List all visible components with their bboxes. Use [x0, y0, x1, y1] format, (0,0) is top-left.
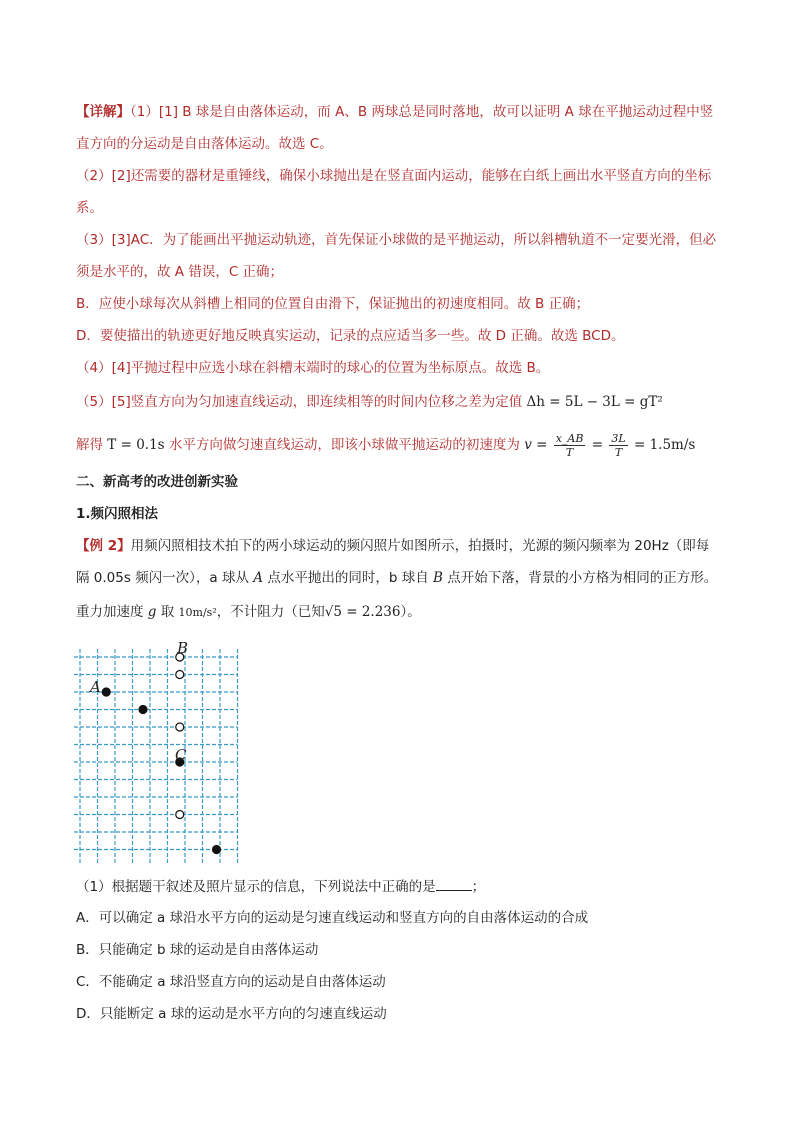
- fraction-denominator: T: [565, 445, 574, 459]
- formula-delta-h: Δh = 5L − 3L = gT²: [526, 394, 663, 410]
- solution-text: （3）[3]AC．为了能画出平抛运动轨迹，首先保证小球做的是平抛运动，所以斜槽轨道不一定要光滑，但必: [76, 232, 717, 248]
- example-text: ）。: [400, 604, 421, 620]
- ball-a-position: [102, 688, 110, 696]
- question-stem: [76, 876, 485, 897]
- option-d: D．只能断定 a 球的运动是水平方向的匀速直线运动: [76, 1006, 387, 1022]
- example-line-2: [76, 568, 717, 588]
- fraction-numerator: 3L: [611, 431, 626, 445]
- formula-equals: =: [591, 437, 604, 453]
- formula-v: v =: [524, 437, 548, 453]
- point-a-ref: A: [253, 570, 264, 586]
- solution-text: 须是水平的，故 A 错误，C 正确；: [76, 264, 284, 280]
- solution-line-6: [76, 262, 283, 282]
- option-a: A．可以确定 a 球沿水平方向的运动是匀速直线运动和竖直方向的自由落体运动的合成: [76, 910, 589, 926]
- solution-text: 系。: [76, 200, 103, 216]
- solution-text: 水平方向做匀速直线运动，即该小球做平抛运动的初速度为: [168, 437, 520, 453]
- solution-text: 解得: [76, 437, 103, 453]
- example-line-1: [76, 536, 709, 556]
- solution-text: （2）[2]还需要的器材是重锤线，确保小球抛出是在竖直面内运动，能够在白纸上画出水平竖直方向的坐标: [76, 168, 712, 184]
- gravity-value: 10m/s²: [178, 606, 217, 619]
- solution-line-2: [76, 134, 333, 154]
- gravity-symbol: g: [147, 604, 157, 620]
- solution-text: 直方向的分运动是自由落体运动。故选 C。: [76, 136, 333, 152]
- example-text: 点开始下落，背景的小方格为相同的正方形。: [447, 570, 718, 586]
- option-b: B．只能确定 b 球的运动是自由落体运动: [76, 942, 319, 958]
- strobe-photo-figure: [72, 640, 252, 865]
- formula-period: T = 0.1s: [107, 437, 165, 453]
- formula-result: = 1.5m/s: [633, 437, 696, 453]
- section-title: 二、新高考的改进创新实验: [76, 474, 238, 490]
- example-text: 用频闪照相技术拍下的两小球运动的频闪照片如图所示，拍摄时，光源的频闪频率为 20Hz（即每: [130, 538, 710, 554]
- solution-line-11: [76, 430, 695, 460]
- example-line-3: [76, 602, 421, 623]
- label-c: C: [175, 746, 187, 764]
- example-text: 重力加速度: [76, 604, 144, 620]
- question-text: ；: [471, 879, 486, 895]
- example-text: ，不计阻力（已知: [216, 604, 325, 620]
- example-text: 点水平抛出的同时，b 球自: [267, 570, 429, 586]
- fraction-numerator: x_AB: [555, 431, 584, 445]
- label-b: B: [177, 640, 189, 657]
- example-text: 取: [160, 604, 175, 620]
- solution-text: （4）[4]平抛过程中应选小球在斜槽末端时的球心的位置为坐标原点。故选 B。: [76, 360, 550, 376]
- fraction-xab-over-t: [554, 432, 586, 459]
- solution-line-10: [76, 392, 663, 412]
- point-b-ref: B: [433, 570, 443, 586]
- solution-line-9: [76, 358, 549, 378]
- sub-title: 1.频闪照相法: [76, 506, 159, 522]
- example-text: 隔 0.05s 频闪一次），a 球从: [76, 570, 249, 586]
- ball-a-position: [213, 846, 221, 854]
- fraction-denominator: T: [614, 445, 623, 459]
- ball-b-position: [176, 811, 184, 819]
- solution-line-8: [76, 326, 625, 346]
- ball-a-position: [139, 706, 147, 714]
- label-a: A: [90, 678, 101, 696]
- option-c: C．不能确定 a 球沿竖直方向的运动是自由落体运动: [76, 974, 386, 990]
- solution-text: （1）[1] B 球是自由落体运动，而 A、B 两球总是同时落地，故可以证明 A 球在平抛运动过程中竖: [130, 104, 714, 120]
- sqrt5-value: √5 = 2.236: [324, 604, 401, 620]
- fraction-3l-over-t: [609, 432, 627, 459]
- solution-line-1: [76, 102, 713, 122]
- example-tag: 【例 2】: [76, 538, 131, 554]
- solution-line-4: [76, 198, 103, 218]
- solution-line-5: [76, 230, 716, 250]
- question-text: （1）根据题干叙述及照片显示的信息，下列说法中正确的是: [76, 879, 436, 895]
- solution-line-3: [76, 166, 711, 186]
- solution-text: D．要使描出的轨迹更好地反映真实运动，记录的点应适当多一些。故 D 正确。故选 BCD。: [76, 328, 625, 344]
- ball-b-position: [176, 671, 184, 679]
- detail-tag: 【详解】: [76, 104, 130, 120]
- solution-line-7: [76, 294, 589, 314]
- solution-text: B．应使小球每次从斜槽上相同的位置自由滑下，保证抛出的初速度相同。故 B 正确；: [76, 296, 590, 312]
- solution-text: （5）[5]竖直方向为匀加速直线运动，即连续相等的时间内位移之差为定值: [76, 394, 523, 410]
- ball-b-position: [176, 723, 184, 731]
- answer-blank[interactable]: [436, 876, 472, 891]
